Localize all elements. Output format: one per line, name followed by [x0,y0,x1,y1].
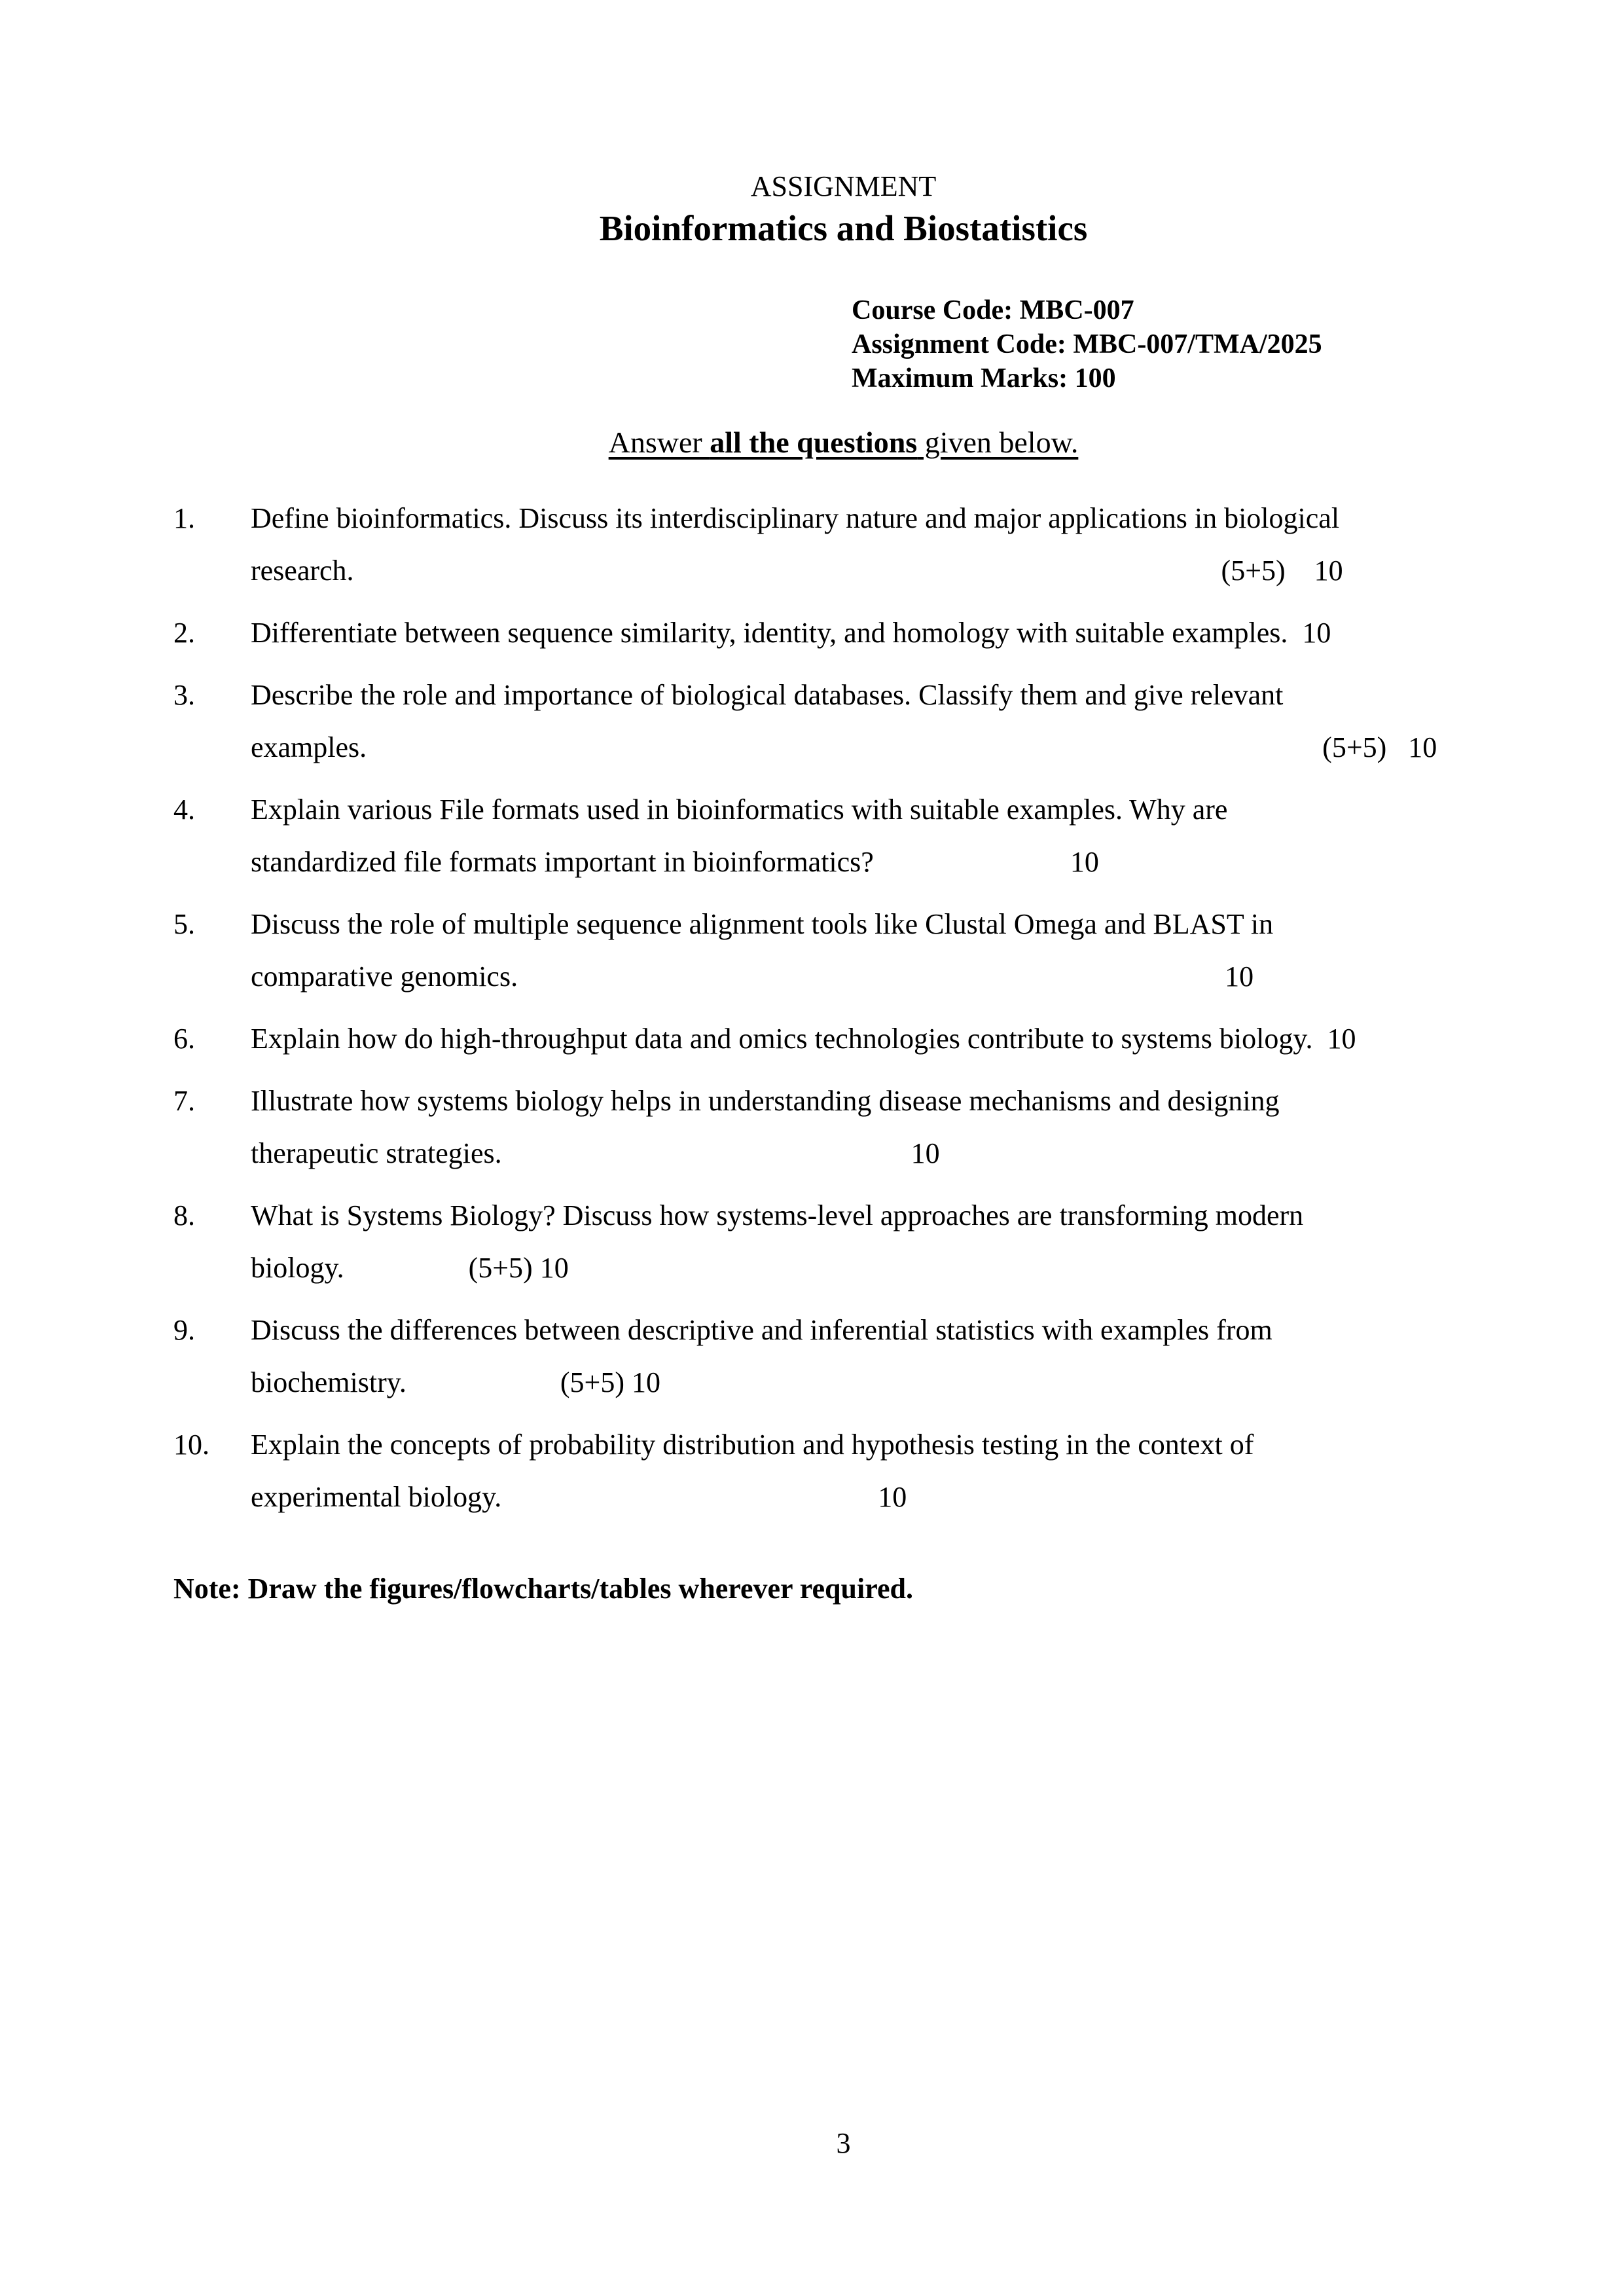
question-text: experimental biology. [251,1481,502,1513]
question-text: Illustrate how systems biology helps in understanding disease mechanisms and designing [251,1085,1280,1117]
instruction-prefix: Answer [608,426,710,459]
question-text: What is Systems Biology? Discuss how systems-level approaches are transforming modern [251,1199,1304,1231]
instruction-suffix: given below. [917,426,1079,459]
document-header [63,169,1624,249]
question-9 [173,1304,1624,1409]
marks-value: 10 [911,1137,940,1169]
page-number: 3 [836,2127,851,2159]
question-text: biochemistry. [251,1366,406,1398]
question-text: Describe the role and importance of biological databases. Classify them and give relevant [251,679,1284,711]
question-number: 6. [173,1023,195,1055]
question-text: biology. [251,1252,344,1284]
marks-value: (5+5) 10 [468,1252,569,1284]
question-number: 9. [173,1314,195,1346]
question-4 [173,784,1624,888]
question-text: research. [251,555,354,587]
question-6 [173,1013,1624,1065]
question-number: 4. [173,793,195,826]
marks-value: 10 [1070,846,1099,878]
question-number: 3. [173,679,195,711]
marks-value: (5+5) 10 [1221,555,1343,587]
assignment-code-line: Assignment Code: MBC-007/TMA/2025 [852,329,1322,359]
course-code-line: Course Code: MBC-007 [852,295,1134,325]
question-1 [173,492,1624,597]
question-number: 10. [173,1429,209,1461]
question-5 [173,898,1624,1003]
question-text: Define bioinformatics. Discuss its interdisciplinary nature and major applications in biological [251,502,1340,534]
marks-value: (5+5) 10 [560,1366,660,1398]
question-number: 8. [173,1199,195,1231]
question-10 [173,1419,1624,1523]
question-8 [173,1190,1624,1294]
course-info [852,293,1624,395]
question-text: Explain the concepts of probability distribution and hypothesis testing in the context of [251,1429,1254,1461]
note-line: Note: Draw the figures/flowcharts/tables wherever required. [173,1573,913,1605]
question-text: therapeutic strategies. [251,1137,502,1169]
marks-value: 10 [1302,617,1331,649]
question-text: Discuss the differences between descriptive and inferential statistics with examples from [251,1314,1272,1346]
question-text: comparative genomics. [251,960,518,993]
question-7 [173,1075,1624,1180]
question-number: 5. [173,908,195,940]
question-text: Discuss the role of multiple sequence alignment tools like Clustal Omega and BLAST in [251,908,1274,940]
question-3 [173,669,1624,774]
question-number: 2. [173,617,195,649]
course-title: Bioinformatics and Biostatistics [599,208,1088,248]
marks-value: 10 [1225,960,1254,993]
question-text: Explain how do high-throughput data and omics technologies contribute to systems biology. [251,1023,1313,1055]
question-number: 1. [173,502,195,534]
question-2 [173,607,1624,659]
marks-value: 10 [1327,1023,1356,1055]
marks-value: (5+5) 10 [1322,731,1437,763]
marks-value: 10 [878,1481,907,1513]
question-text: standardized file formats important in bioinformatics? [251,846,874,878]
question-number: 7. [173,1085,195,1117]
questions-list [0,492,1624,1523]
instruction-bold-text: all the questions [710,426,918,459]
max-marks-line: Maximum Marks: 100 [852,363,1116,393]
question-text: Differentiate between sequence similarity, identity, and homology with suitable examples. [251,617,1288,649]
question-text: Explain various File formats used in bioinformatics with suitable examples. Why are [251,793,1228,826]
instruction-line [63,424,1624,461]
assignment-heading: ASSIGNMENT [750,170,937,202]
question-text: examples. [251,731,367,763]
